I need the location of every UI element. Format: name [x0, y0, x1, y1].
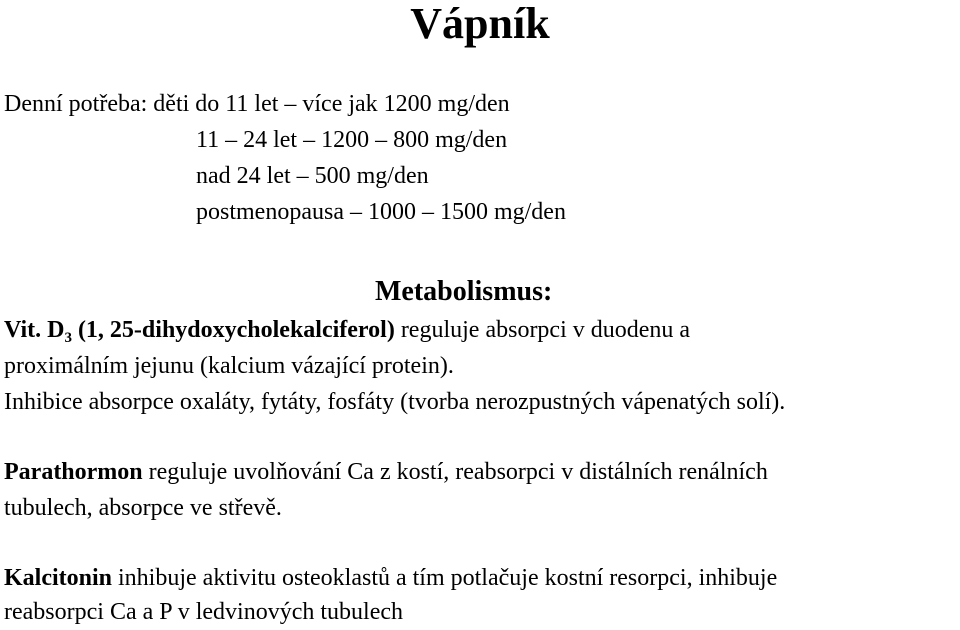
section-heading-metabolism: Metabolismus:	[375, 276, 553, 307]
kalcitonin-text: inhibuje aktivitu osteoklastů a tím potlačuje kostní resorpci, inhibuje	[112, 565, 778, 591]
vitd-compound: (1, 25-dihydoxycholekalciferol)	[71, 317, 395, 343]
inhibition-line: Inhibice absorpce oxaláty, fytáty, fosfáty (tvorba nerozpustných vápenatých solí).	[4, 389, 786, 415]
daily-need-row: děti do 11 let – více jak 1200 mg/den	[153, 91, 510, 117]
vitd-prefix: Vit. D	[4, 317, 65, 343]
vitd-subscript: 3	[64, 330, 72, 346]
parathormon-term: Parathormon	[4, 459, 143, 485]
page-title: Vápník	[410, 0, 550, 48]
parathormon-text: reguluje uvolňování Ca z kostí, reabsorpci v distálních renálních	[142, 459, 768, 485]
daily-need-line-1	[4, 90, 510, 118]
kalcitonin-line-1	[4, 564, 777, 592]
vitd-text: reguluje absorpci v duodenu a	[394, 317, 691, 343]
parathormon-line-2: tubulech, absorpce ve střevě.	[4, 495, 282, 521]
daily-need-row: postmenopausa – 1000 – 1500 mg/den	[196, 199, 566, 225]
vitd-line-1	[4, 316, 690, 344]
kalcitonin-term: Kalcitonin	[4, 565, 113, 591]
daily-need-row: 11 – 24 let – 1200 – 800 mg/den	[196, 127, 508, 153]
parathormon-line-1	[4, 458, 768, 486]
daily-need-label: Denní potřeba:	[4, 91, 148, 117]
vitd-line-2: proximálním jejunu (kalcium vázající protein).	[4, 353, 454, 379]
daily-need-row: nad 24 let – 500 mg/den	[196, 163, 429, 189]
kalcitonin-line-2: reabsorpci Ca a P v ledvinových tubulech	[4, 599, 403, 625]
